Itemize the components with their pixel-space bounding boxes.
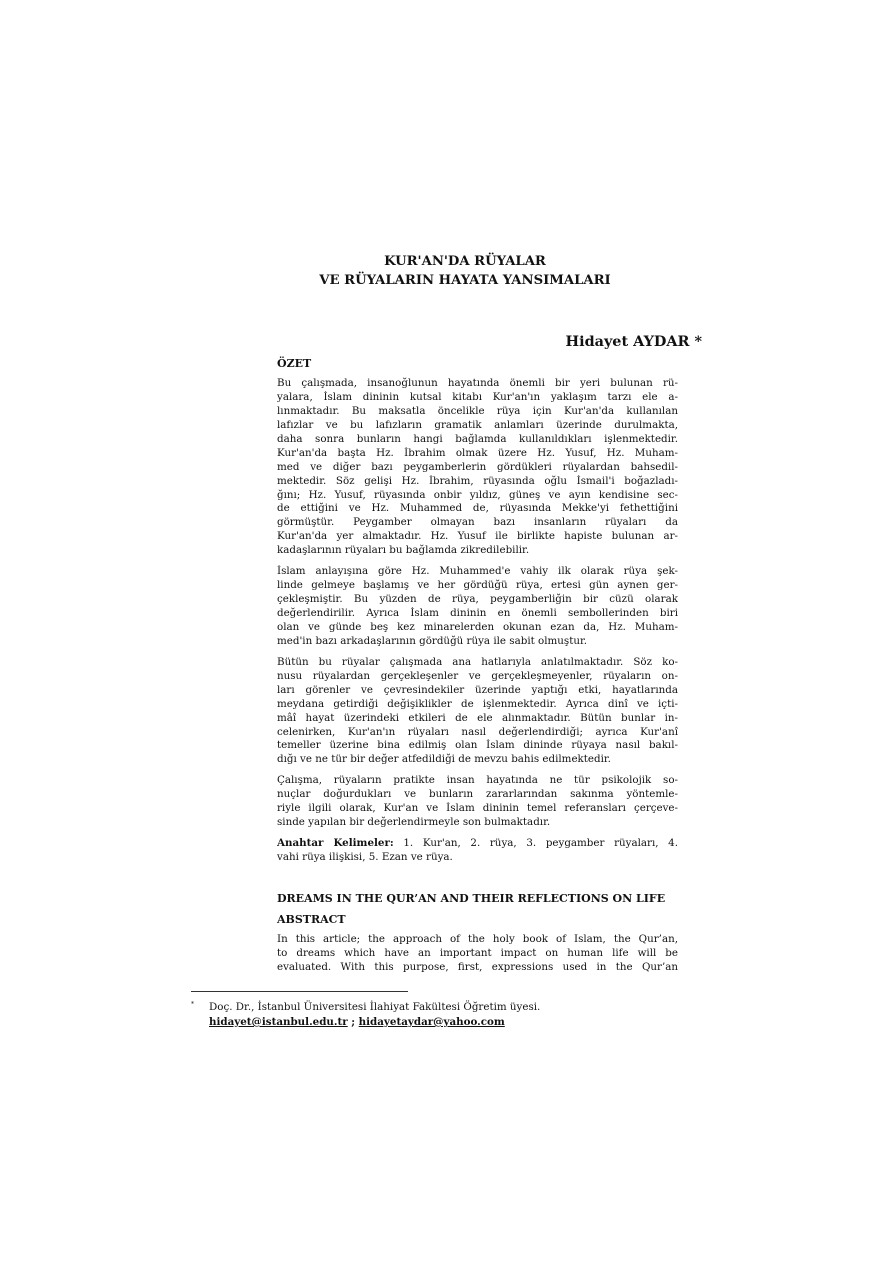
ozet-paragraph <box>277 656 678 768</box>
text-line: çekleşmiştir. Bu yüzden de rüya, peygamberliğin bir cüzü olarak <box>277 593 678 606</box>
footnote-emails <box>209 1015 691 1030</box>
footnote <box>191 1000 691 1030</box>
keywords-line-1 <box>277 837 678 851</box>
text-line: değerlendirilir. Ayrıca İslam dininin en önemli sembollerinden biri <box>277 607 678 619</box>
text-line: Çalışma, rüyaların pratikte insan hayatında ne tür psikolojik so- <box>277 774 678 787</box>
text-line: evaluated. With this purpose, first, expressions used in the Qur’an <box>277 960 678 973</box>
text-line: med ve diğer bazı peygamberlerin gördükleri rüyalardan bahsedil- <box>277 460 678 473</box>
text-line: sinde yapılan bir değerlendirmeyle son bulmaktadır. <box>277 816 551 829</box>
text-line: kadaşlarının rüyaları bu bağlamda zikredilebilir. <box>277 544 530 557</box>
keywords-line-2: vahi rüya ilişkisi, 5. Ezan ve rüya. <box>277 851 453 863</box>
ozet-heading: ÖZET <box>277 357 312 370</box>
ozet-paragraph <box>277 377 678 558</box>
email-link-1[interactable]: hidayet@istanbul.edu.tr <box>209 1016 348 1028</box>
ozet-paragraph <box>277 774 678 830</box>
english-title: DREAMS IN THE QUR’AN AND THEIR REFLECTIONS ON LIFE <box>277 891 666 905</box>
text-line: mektedir. Söz gelişi Hz. İbrahim, rüyasında oğlu İsmail'i boğazladı- <box>277 474 678 487</box>
keywords-text-1: 1. Kur'an, 2. rüya, 3. peygamber rüyaları, 4. <box>393 837 678 850</box>
abstract-heading: ABSTRACT <box>277 912 346 926</box>
text-line: Bütün bu rüyalar çalışmada ana hatlarıyla anlatılmaktadır. Söz ko- <box>277 655 678 668</box>
text-line: lafızlar ve bu lafızların gramatik anlamları üzerinde durulmakta, <box>277 418 678 431</box>
text-line: In this article; the approach of the holy book of Islam, the Qur’an, <box>277 932 678 945</box>
footnote-affiliation: Doç. Dr., İstanbul Üniversitesi İlahiyat Fakültesi Öğretim üyesi. <box>209 1001 541 1013</box>
text-line: riyle ilgili olarak, Kur'an ve İslam dininin temel referansları çerçeve- <box>277 802 678 815</box>
text-line: nuçlar doğurdukları ve bunların zararlarından sakınma yöntemle- <box>277 788 678 801</box>
article-body <box>277 357 678 982</box>
text-line: ğını; Hz. Yusuf, rüyasında onbir yıldız, güneş ve ayın kendisine sec- <box>277 488 678 501</box>
author-name: Hidayet AYDAR * <box>565 333 702 350</box>
text-line: mâî hayat üzerindeki etkileri de ele alınmaktadır. Bütün bunlar in- <box>277 711 678 724</box>
keywords-label: Anahtar Kelimeler: <box>277 837 394 850</box>
email-separator: ; <box>347 1016 359 1028</box>
text-line: to dreams which have an important impact on human life will be <box>277 946 678 959</box>
text-line: yalara, İslam dininin kutsal kitabı Kur'an'ın yaklaşım tarzı ele a- <box>277 390 678 403</box>
text-line: temeller üzerine bina edilmiş olan İslam dininde rüyaya nasıl bakıl- <box>277 739 678 752</box>
article-title-line-1: KUR'AN'DA RÜYALAR <box>384 254 546 269</box>
article-title <box>300 252 630 290</box>
text-line: meydana getirdiği değişiklikler de işlenmektedir. Ayrıca dinî ve içti- <box>277 697 678 710</box>
text-line: dığı ve ne tür bir değer atfedildiği de mevzu bahis edilmektedir. <box>277 753 611 766</box>
text-line: Kur'an'da yer almaktadır. Hz. Yusuf ile birlikte hapiste bulunan ar- <box>277 530 678 543</box>
article-title-line-2: VE RÜYALARIN HAYATA YANSIMALARI <box>319 273 611 288</box>
text-line: ları görenler ve çevresindekiler üzerinde yaptığı etki, hayatlarında <box>277 683 678 696</box>
text-line: celenirken, Kur'an'ın rüyaları nasıl değerlendirdiği; ayrıca Kur'anî <box>277 725 678 738</box>
text-line: nusu rüyalardan gerçekleşenler ve gerçekleşmeyenler, rüyaların on- <box>277 669 678 682</box>
text-line: med'in bazı arkadaşlarının gördüğü rüya ile sabit olmuştur. <box>277 634 588 647</box>
abstract-paragraph <box>277 933 678 975</box>
footnote-mark: * <box>191 1001 194 1008</box>
ozet-paragraph <box>277 565 678 649</box>
text-line: Bu çalışmada, insanoğlunun hayatında önemli bir yeri bulunan rü- <box>277 377 678 389</box>
text-line: İslam anlayışına göre Hz. Muhammed'e vahiy ilk olarak rüya şek- <box>277 565 678 578</box>
text-line: linde gelmeye başlamış ve her gördüğü rüya, ertesi gün aynen ger- <box>277 579 678 592</box>
text-line: görmüştür. Peygamber olmayan bazı insanların rüyaları da <box>277 516 678 529</box>
text-line: lınmaktadır. Bu maksatla öncelikle rüya için Kur'an'da kullanılan <box>277 404 678 417</box>
footnote-rule <box>191 991 408 992</box>
text-line: de ettiğini ve Hz. Muhammed de, rüyasında Mekke'yi fethettiğini <box>277 502 678 515</box>
text-line: olan ve günde beş kez minarelerden okunan ezan da, Hz. Muham- <box>277 620 678 633</box>
ozet-section <box>277 377 678 830</box>
keywords <box>277 837 678 865</box>
email-link-2[interactable]: hidayetaydar@yahoo.com <box>358 1016 505 1028</box>
text-line: Kur'an'da başta Hz. İbrahim olmak üzere Hz. Yusuf, Hz. Muham- <box>277 446 678 459</box>
text-line: daha sonra bunların hangi bağlamda kullanıldıkları işlenmektedir. <box>277 432 678 445</box>
